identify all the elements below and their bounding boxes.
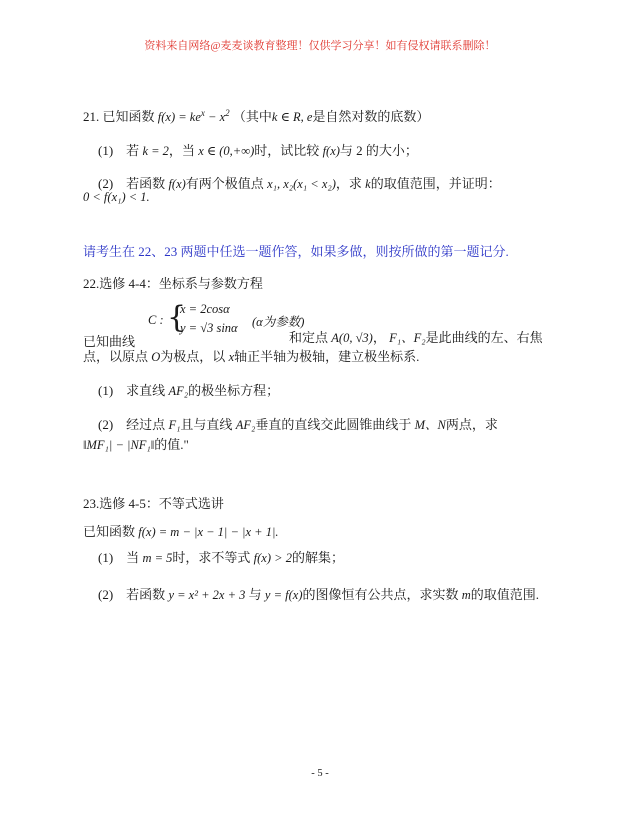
header-notice: 资料来自网络@麦麦谈教育整理！仅供学习分享！如有侵权请联系删除！ bbox=[144, 40, 496, 52]
q23-p2-math2: y = f(x) bbox=[264, 588, 303, 602]
q21-p2-text3: ，求 bbox=[335, 176, 362, 191]
q23-p2-math1: y = x² + 2x + 3 bbox=[168, 588, 246, 602]
left-brace-icon: { bbox=[167, 300, 187, 335]
q21-p1-text2: ，当 bbox=[168, 143, 195, 158]
q22-comma: ， bbox=[372, 330, 386, 345]
q21-note-math: k ∈ R, e bbox=[271, 110, 313, 124]
q22-title: 22.选修 4-4：坐标系与参数方程 bbox=[83, 276, 263, 291]
q23-p2-text1: 若函数 bbox=[126, 587, 166, 602]
q22-p2-line2-text: 的值." bbox=[154, 437, 189, 452]
q22-xvar: x bbox=[228, 350, 235, 364]
q22-point: A(0, √3) bbox=[331, 331, 373, 345]
q23-p1-label: (1) bbox=[98, 550, 114, 565]
q23-p2-text3: 的图像恒有公共点，求实数 bbox=[302, 587, 459, 602]
q23-p2-text2: 与 bbox=[248, 587, 262, 602]
q21-lead: 已知函数 bbox=[102, 109, 155, 124]
q22-part2 bbox=[98, 414, 498, 433]
q22-origin: O bbox=[151, 350, 161, 364]
q23-p1-text1: 当 bbox=[126, 550, 140, 565]
q21-note-close: 是自然对数的底数） bbox=[312, 109, 430, 124]
q22-p2-text4: 两点，求 bbox=[445, 417, 498, 432]
q22-p1-math1: AF₂ bbox=[168, 384, 189, 398]
q21-p2-math1: f(x) bbox=[168, 177, 186, 191]
q21-p1-text1: 若 bbox=[126, 143, 140, 158]
q21-p1-label: (1) bbox=[98, 143, 114, 158]
q21-p1-math1: k = 2 bbox=[142, 144, 169, 158]
q23-function: f(x) = m − |x − 1| − |x + 1|. bbox=[138, 525, 279, 539]
q22-p2-text2: 且与直线 bbox=[180, 417, 233, 432]
q22-curve-name: C : bbox=[148, 313, 164, 327]
q23-p2-text4: 的取值范围. bbox=[470, 587, 540, 602]
q23-p1-text2: 时，求不等式 bbox=[172, 550, 251, 565]
q21-stem bbox=[83, 106, 429, 125]
q23-p2-label: (2) bbox=[98, 587, 114, 602]
q21-note-open: （其中 bbox=[232, 109, 272, 124]
q22-line2-b: 为极点，以 bbox=[160, 349, 226, 364]
q23-part2 bbox=[98, 584, 539, 603]
q21-number: 21. bbox=[83, 109, 100, 124]
q23-part1 bbox=[98, 547, 344, 566]
q22-param-note: (α为参数) bbox=[252, 315, 305, 329]
q21-p1-math2: x ∈ (0,+∞) bbox=[198, 144, 255, 158]
q23-p1-math2: f(x) > 2 bbox=[253, 551, 292, 565]
q21-function: $f(x) = ke^x - x^2$ bbox=[157, 107, 230, 124]
q21-p1-math3: f(x) bbox=[322, 144, 340, 158]
q22-stem-line2 bbox=[83, 346, 419, 365]
q22-p1-label: (1) bbox=[98, 383, 114, 398]
q22-foci: F₁、F₂ bbox=[389, 331, 426, 345]
q21-part2 bbox=[98, 173, 501, 192]
q21-p2-math3: k bbox=[365, 177, 371, 191]
q22-p1-text1: 求直线 bbox=[126, 383, 166, 398]
q21-p1-text4: 与 2 的大小； bbox=[339, 143, 418, 158]
q22-p2-text1: 经过点 bbox=[126, 417, 166, 432]
q23-p2-math3: m bbox=[461, 588, 471, 602]
q21-p2-math2: x₁, x₂(x₁ < x₂) bbox=[267, 177, 336, 191]
q22-p2-math1: F₁ bbox=[168, 418, 181, 432]
q21-p2-text1: 若函数 bbox=[126, 176, 166, 191]
q23-stem bbox=[83, 521, 279, 540]
q21-p1-text3: 时，试比较 bbox=[254, 143, 320, 158]
q22-equation-1: x = 2cosα bbox=[180, 302, 230, 316]
q22-part1 bbox=[98, 380, 279, 399]
q22-p2-text3: 垂直的直线交此圆锥曲线于 bbox=[255, 417, 412, 432]
q22-p2-abs-expression: ‖MF₁| − |NF₁‖ bbox=[83, 438, 155, 452]
q22-equation-2: y = √3 sinα bbox=[180, 321, 238, 335]
q21-p2-text4: 的取值范围，并证明： bbox=[370, 176, 501, 191]
q22-lead: 已知曲线 bbox=[83, 334, 136, 349]
q23-title: 23.选修 4-5：不等式选讲 bbox=[83, 496, 224, 511]
q22-part2-line2 bbox=[83, 434, 189, 453]
q21-part1 bbox=[98, 140, 418, 159]
q22-line2-a: 点，以原点 bbox=[83, 349, 149, 364]
q23-p1-math1: m = 5 bbox=[142, 551, 173, 565]
q23-lead: 已知函数 bbox=[83, 524, 136, 539]
q21-p2-text2: 有两个极值点 bbox=[185, 176, 264, 191]
q22-p2-label: (2) bbox=[98, 417, 114, 432]
q23-p1-text3: 的解集； bbox=[291, 550, 344, 565]
q22-line2-c: 轴正半轴为极轴，建立极坐标系. bbox=[234, 349, 420, 364]
page-number: - 5 - bbox=[311, 768, 329, 779]
q22-foci-text: 是此曲线的左、右焦 bbox=[425, 330, 543, 345]
q22-p1-text2: 的极坐标方程； bbox=[188, 383, 280, 398]
q22-p2-math2: AF₂ bbox=[235, 418, 256, 432]
q21-p2-inequality: 0 < f(x₁) < 1. bbox=[83, 190, 150, 204]
selection-instruction: 请考生在 22、23 两题中任选一题作答，如果多做，则按所做的第一题记分. bbox=[83, 244, 509, 259]
q22-and-point: 和定点 bbox=[289, 330, 329, 345]
q22-p2-math3: M、N bbox=[414, 418, 446, 432]
q21-p2-label: (2) bbox=[98, 176, 114, 191]
q22-stem-line1b bbox=[289, 327, 543, 346]
